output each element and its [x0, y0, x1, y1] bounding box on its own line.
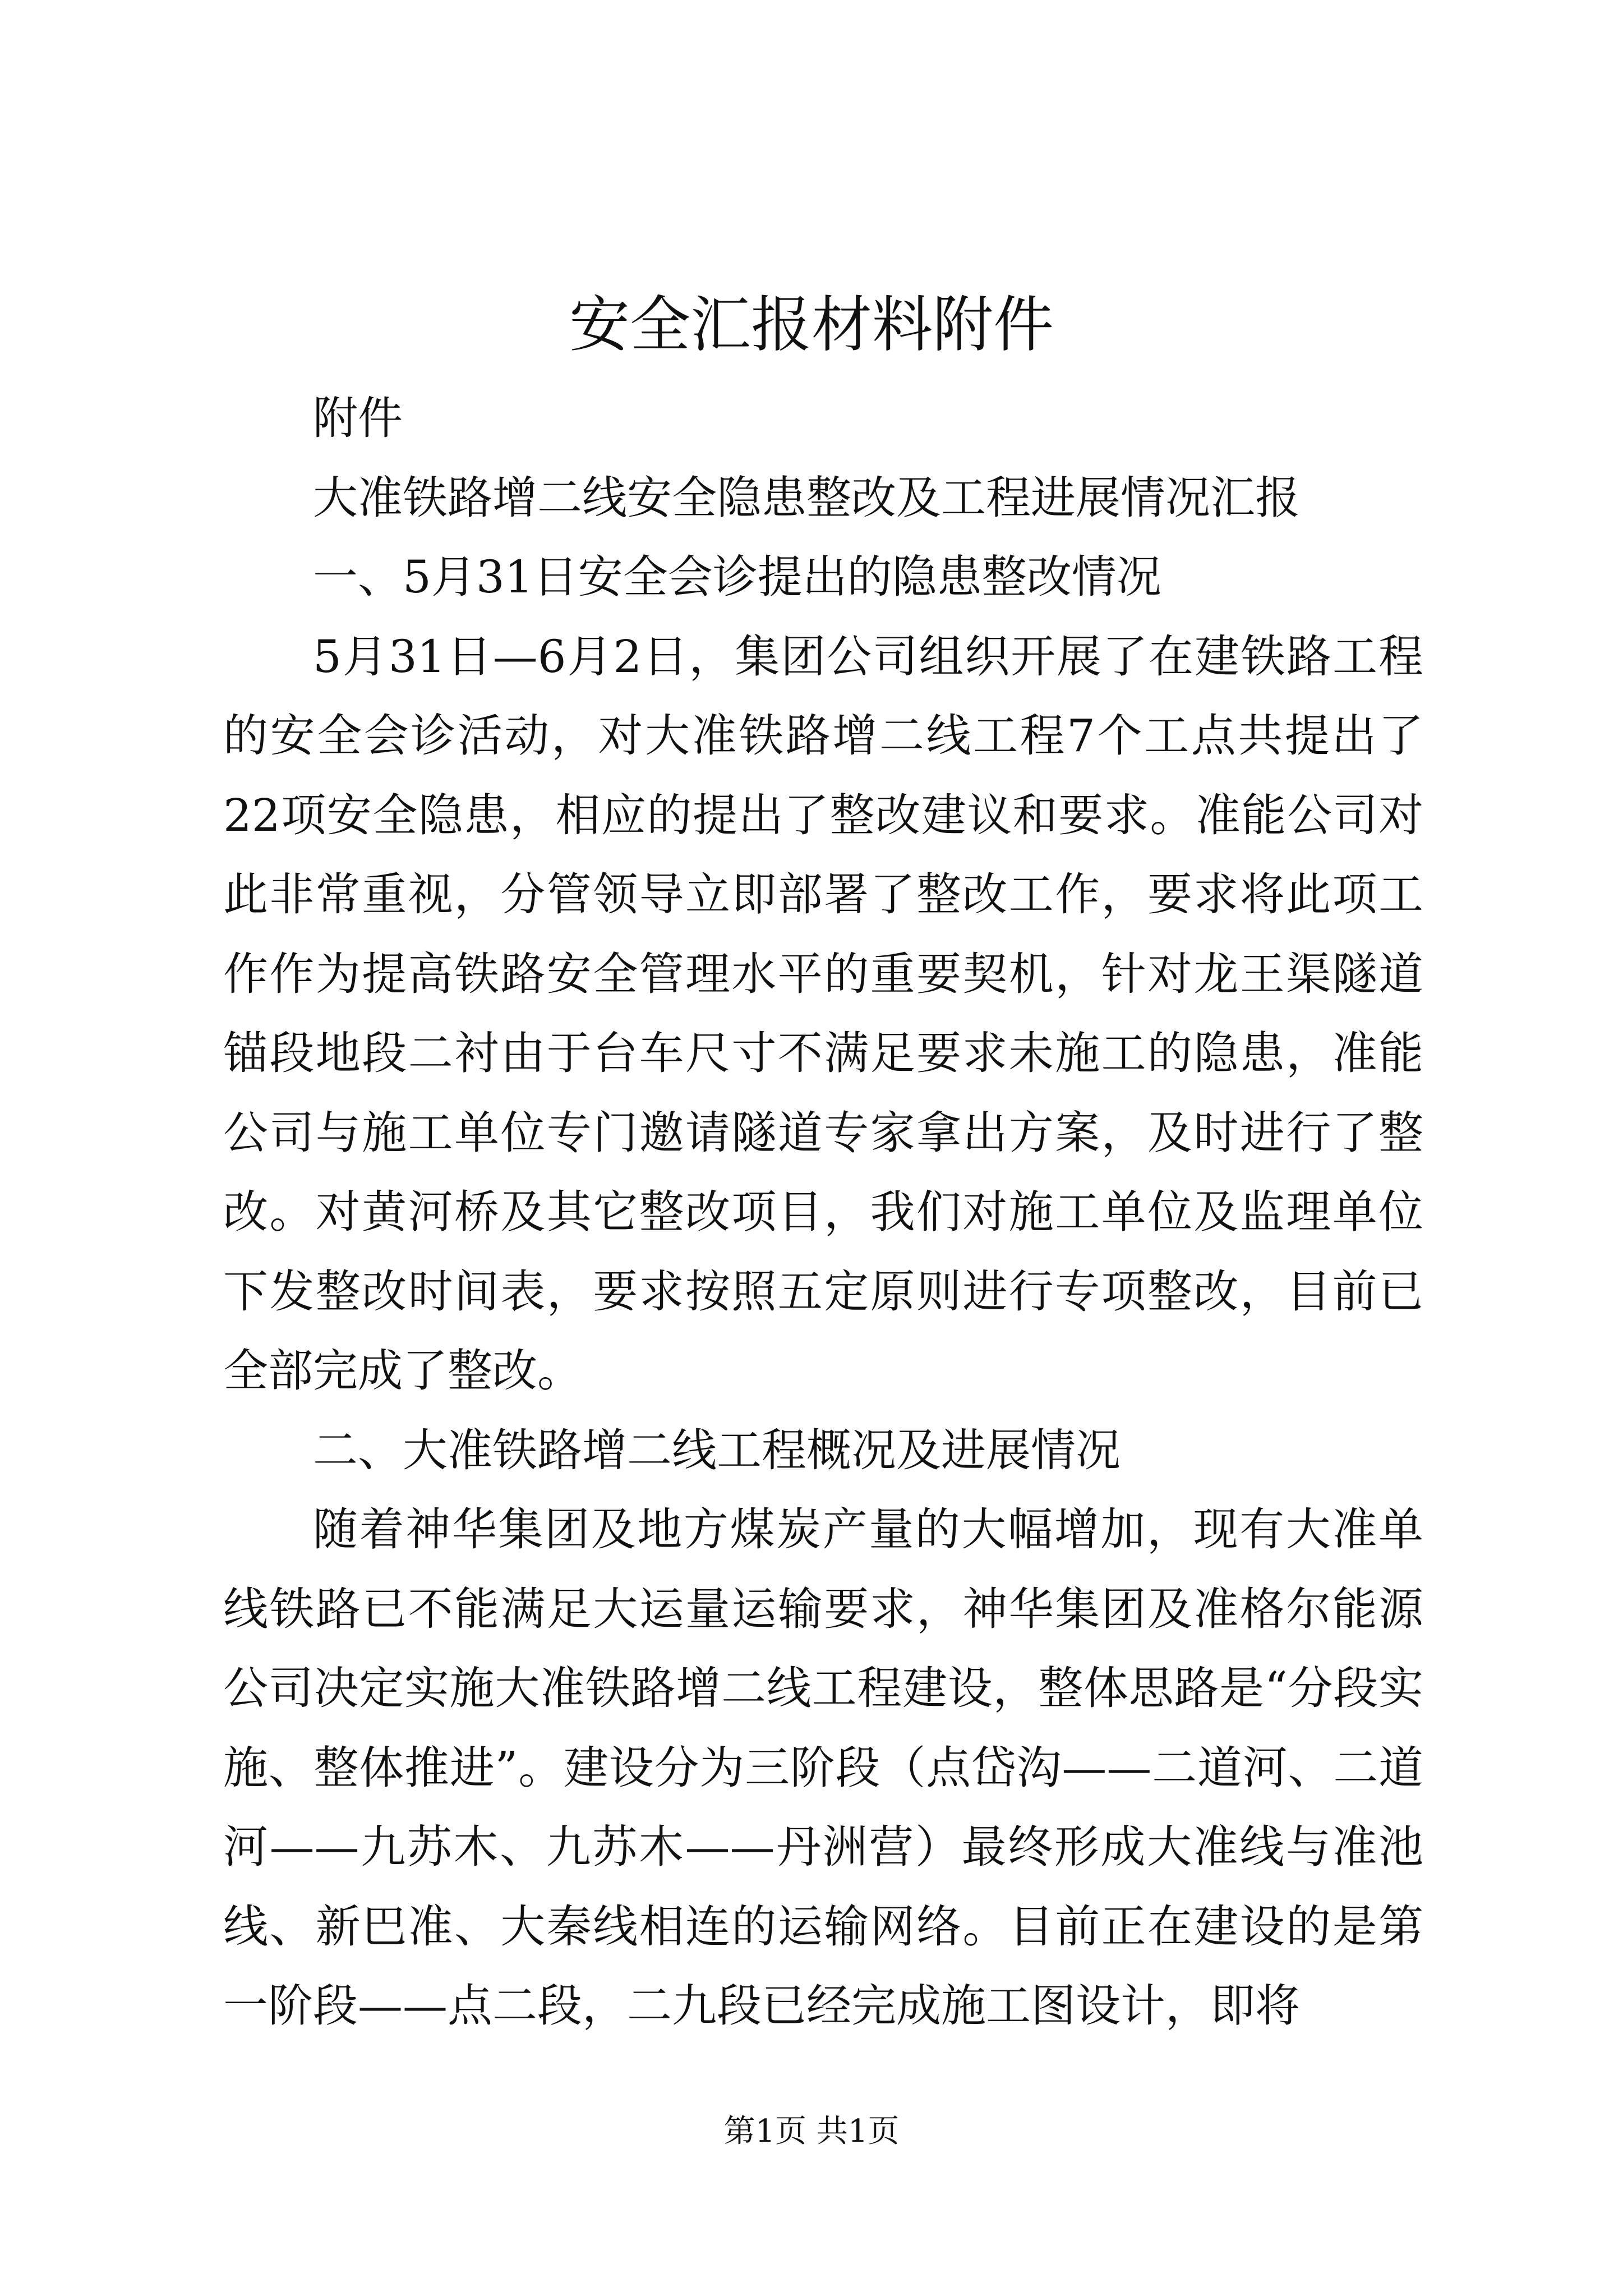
section-heading-1: 一、5月31日安全会诊提出的隐患整改情况	[313, 551, 1161, 603]
section-1-paragraph: 5月31日—6月2日，集团公司组织开展了在建铁路工程的安全会诊活动，对大准铁路增二线工程7个工点共提出了22项安全隐患，相应的提出了整改建议和要求。准能公司对此非常重视，分管领导立即部署了整改工作，要求将此项工作作为提高铁路安全管理水平的重要契机，针对龙王渠隧道锚段地段二衬由于台车尺寸不满足要求未施工的隐患，准能公司与施工单位专门邀请隧道专家拿出方案，及时进行了整改。对黄河桥及其它整改项目，我们对施工单位及监理单位下发整改时间表，要求按照五定原则进行专项整改，目前已全部完成了整改。	[223, 630, 1423, 1397]
page-number-footer: 第1页 共1页	[723, 2113, 900, 2150]
section-2-paragraph: 随着神华集团及地方煤炭产量的大幅增加，现有大准单线铁路已不能满足大运量运输要求，神华集团及准格尔能源公司决定实施大准铁路增二线工程建设，整体思路是“分段实施、整体推进”。建设分为三阶段（点岱沟——二道河、二道河——九苏木、九苏木——丹洲营）最终形成大准线与准池线、新巴准、大秦线相连的运输网络。目前正在建设的是第一阶段——点二段，二九段已经完成施工图设计，即将	[223, 1503, 1423, 2032]
attachment-label: 附件	[313, 392, 403, 444]
report-subtitle: 大准铁路增二线安全隐患整改及工程进展情况汇报	[313, 471, 1300, 524]
document-body	[223, 379, 1423, 2046]
document-title: 安全汇报材料附件	[569, 290, 1054, 360]
section-heading-2: 二、大准铁路增二线工程概况及进展情况	[313, 1424, 1121, 1476]
